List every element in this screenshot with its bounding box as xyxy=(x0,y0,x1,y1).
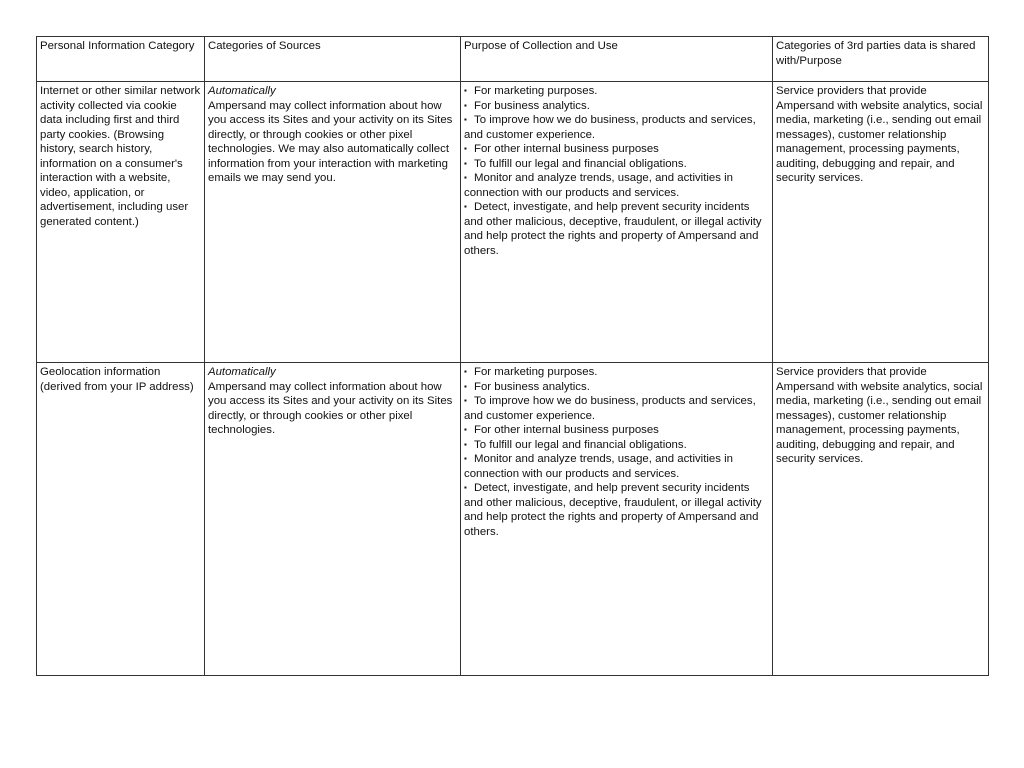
table-row-geolocation xyxy=(37,363,989,676)
bullet-icon: ▪ xyxy=(464,367,467,376)
purpose-text: To improve how we do business, products and services, and customer experience. xyxy=(464,114,756,141)
bullet-icon: ▪ xyxy=(464,483,467,492)
bullet-icon: ▪ xyxy=(464,86,467,95)
cell-third-parties: Service providers that provide Ampersand with website analytics, social media, marketing (i.e., sending out email messages), customer relationship management, processing payments, auditing, debugging and repair, and security services. xyxy=(773,82,989,363)
purpose-text: For business analytics. xyxy=(474,99,590,112)
purpose-text: Monitor and analyze trends, usage, and activities in connection with our products and services. xyxy=(464,453,733,480)
purpose-item xyxy=(464,99,769,114)
purpose-item xyxy=(464,452,769,481)
purpose-item xyxy=(464,394,769,423)
purpose-item xyxy=(464,481,769,539)
purpose-list xyxy=(464,84,769,258)
source-label: Automatically xyxy=(208,366,276,378)
table-row-internet-activity xyxy=(37,82,989,363)
purpose-text: For business analytics. xyxy=(474,380,590,393)
purpose-item xyxy=(464,423,769,438)
purpose-item xyxy=(464,365,769,380)
purpose-item xyxy=(464,84,769,99)
purpose-item xyxy=(464,157,769,172)
purpose-text: For other internal business purposes xyxy=(474,143,659,155)
purpose-item xyxy=(464,113,769,142)
purpose-item xyxy=(464,380,769,395)
source-text: Ampersand may collect information about how you access its Sites and your activity on its Sites directly, or through cookies or other pixel technologies. xyxy=(208,380,453,436)
purpose-item xyxy=(464,438,769,453)
bullet-icon: ▪ xyxy=(464,439,467,449)
bullet-icon: ▪ xyxy=(464,454,467,463)
bullet-icon: ▪ xyxy=(464,115,467,124)
cell-sources xyxy=(205,82,461,363)
purpose-list xyxy=(464,365,769,539)
bullet-icon: ▪ xyxy=(464,381,467,391)
cell-sources xyxy=(205,363,461,676)
purpose-text: To improve how we do business, products and services, and customer experience. xyxy=(464,395,756,422)
cell-purposes xyxy=(461,82,773,363)
purpose-text: To fulfill our legal and financial obligations. xyxy=(474,438,687,451)
purpose-text: For marketing purposes. xyxy=(474,85,598,97)
table-header-row xyxy=(37,37,989,82)
cell-third-parties: Service providers that provide Ampersand with website analytics, social media, marketing (i.e., sending out email messages), customer relationship management, processing payments, auditing, debugging and repair, and security services. xyxy=(773,363,989,676)
purpose-text: Detect, investigate, and help prevent security incidents and other malicious, deceptive, fraudulent, or illegal activity and help protect the rights and property of Ampersand and others. xyxy=(464,482,762,538)
source-label: Automatically xyxy=(208,85,276,97)
purpose-item xyxy=(464,200,769,258)
purpose-item xyxy=(464,142,769,157)
purpose-text: For marketing purposes. xyxy=(474,366,598,378)
bullet-icon: ▪ xyxy=(464,158,467,168)
source-text: Ampersand may collect information about how you access its Sites and your activity on its Sites directly, or through cookies or other pixel technologies. We may also automatically collect information from your interaction with marketing emails we may send you. xyxy=(208,99,453,184)
bullet-icon: ▪ xyxy=(464,100,467,110)
header-personal-information-category: Personal Information Category xyxy=(37,37,205,82)
bullet-icon: ▪ xyxy=(464,202,467,211)
header-purpose-of-collection: Purpose of Collection and Use xyxy=(461,37,773,82)
bullet-icon: ▪ xyxy=(464,396,467,405)
header-third-parties: Categories of 3rd parties data is shared with/Purpose xyxy=(773,37,989,82)
purpose-text: Monitor and analyze trends, usage, and activities in connection with our products and services. xyxy=(464,172,733,199)
cell-category: Geolocation information (derived from your IP address) xyxy=(37,363,205,676)
cell-category: Internet or other similar network activity collected via cookie data including first and third party cookies. (Browsing history, search history, information on a consumer's interaction with a website, video, application, or advertisement, including user generated content.) xyxy=(37,82,205,363)
privacy-data-table xyxy=(36,36,989,676)
purpose-text: Detect, investigate, and help prevent security incidents and other malicious, deceptive, fraudulent, or illegal activity and help protect the rights and property of Ampersand and others. xyxy=(464,201,762,257)
header-categories-of-sources: Categories of Sources xyxy=(205,37,461,82)
bullet-icon: ▪ xyxy=(464,144,467,153)
purpose-item xyxy=(464,171,769,200)
bullet-icon: ▪ xyxy=(464,425,467,434)
bullet-icon: ▪ xyxy=(464,173,467,182)
cell-purposes xyxy=(461,363,773,676)
purpose-text: For other internal business purposes xyxy=(474,424,659,436)
purpose-text: To fulfill our legal and financial obligations. xyxy=(474,157,687,170)
